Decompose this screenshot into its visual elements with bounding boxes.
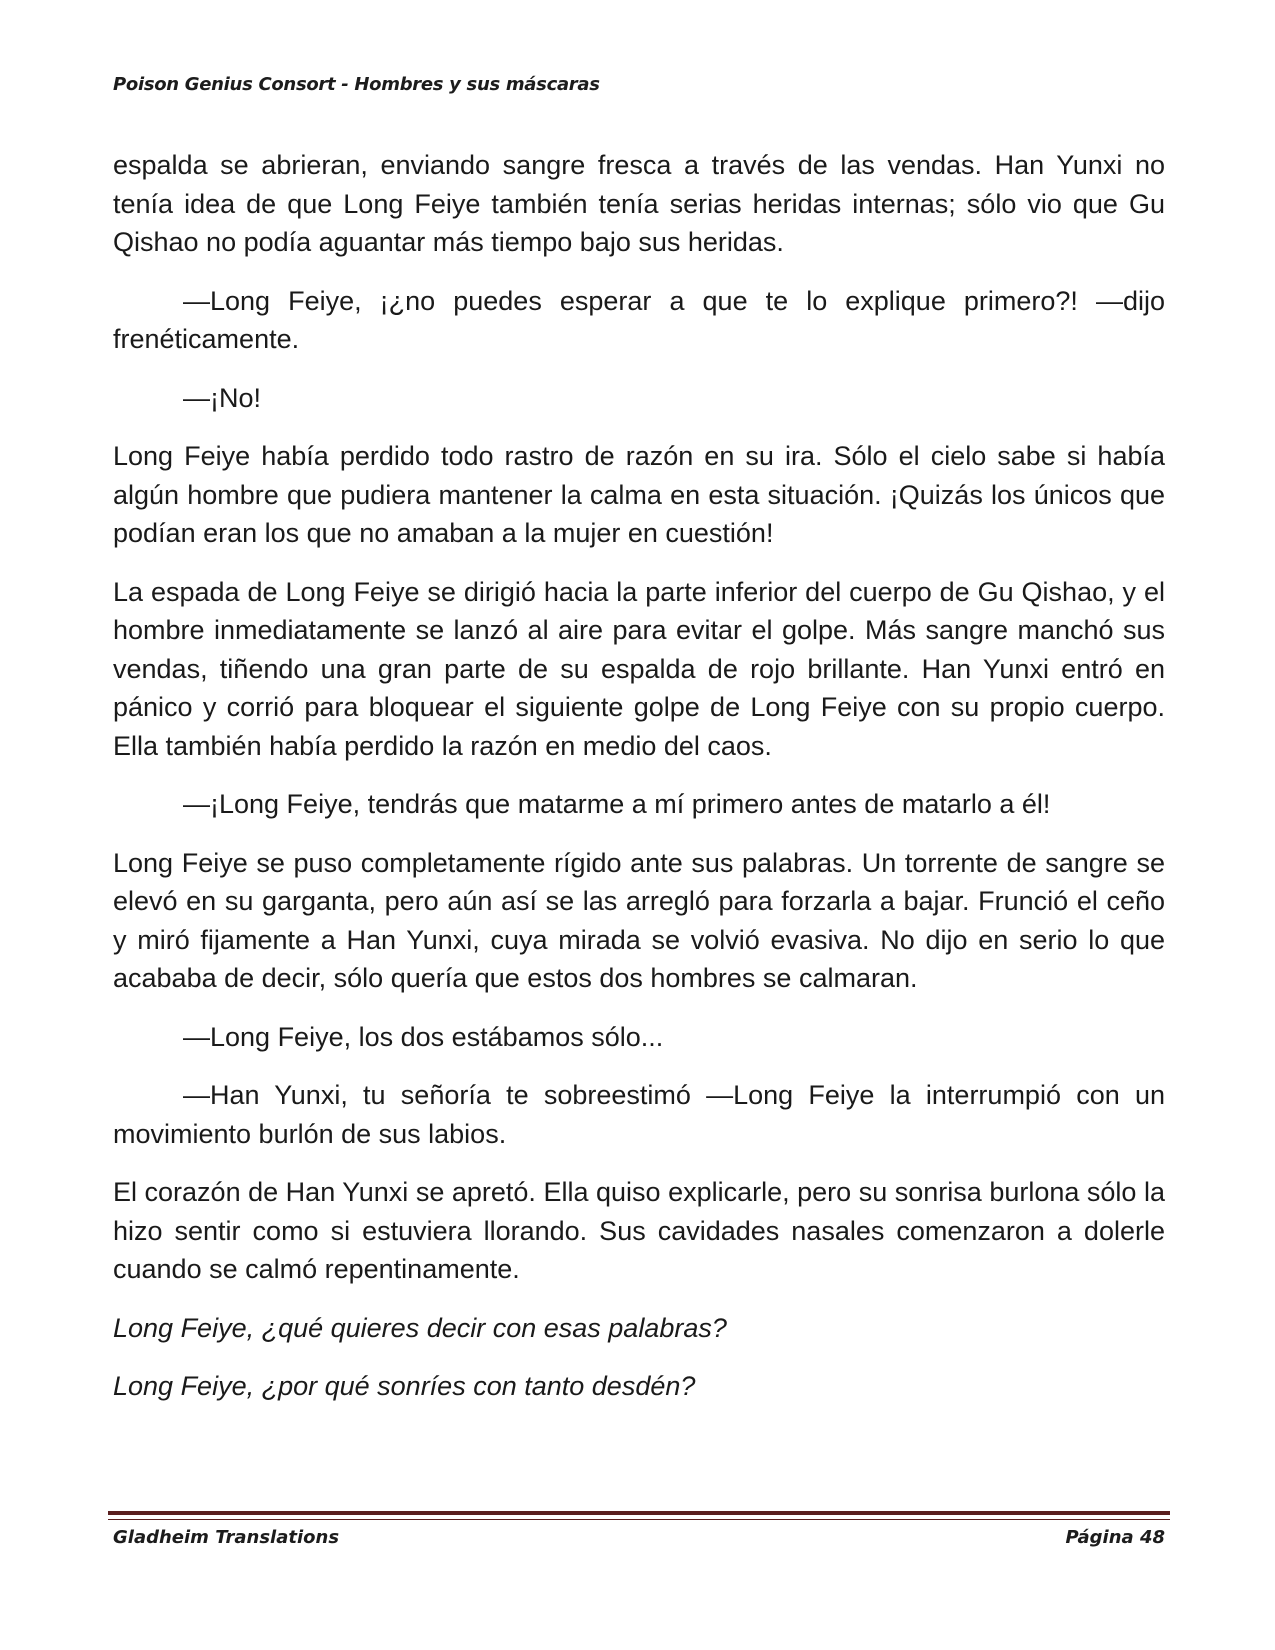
footer-divider-thin: [108, 1519, 1170, 1520]
paragraph: El corazón de Han Yunxi se apretó. Ella quiso explicarle, pero su sonrisa burlona sólo la hizo sentir como si estuviera llorando. Sus cavidades nasales comenzaron a dolerle cuando se calmó repentinamente.: [113, 1177, 1165, 1284]
paragraph: Long Feiye había perdido todo rastro de razón en su ira. Sólo el cielo sabe si había algún hombre que pudiera mantener la calma en esta situación. ¡Quizás los únicos que podían eran los que no amaban a la mujer en cuestión!: [113, 441, 1165, 548]
italic-thought-paragraph: Long Feiye, ¿por qué sonríes con tanto desdén?: [113, 1371, 696, 1401]
footer-publisher: Gladheim Translations: [113, 1527, 340, 1548]
footer-page-number: Página 48: [1065, 1527, 1165, 1548]
dialogue-paragraph: —Han Yunxi, tu señoría te sobreestimó —Long Feiye la interrumpió con un movimiento burlón de sus labios.: [113, 1080, 1165, 1149]
dialogue-paragraph: —Long Feiye, los dos estábamos sólo...: [183, 1021, 664, 1052]
page-header-title: Poison Genius Consort - Hombres y sus máscaras: [113, 74, 600, 95]
dialogue-paragraph: —Long Feiye, ¡¿no puedes esperar a que te lo explique primero?! —dijo frenéticamente.: [113, 285, 1165, 354]
dialogue-paragraph: —¡Long Feiye, tendrás que matarme a mí primero antes de matarlo a él!: [183, 789, 1051, 819]
page-body: [113, 146, 1165, 1426]
footer-divider-thick: [108, 1511, 1170, 1515]
paragraph: La espada de Long Feiye se dirigió hacia la parte inferior del cuerpo de Gu Qishao, y el hombre inmediatamente se lanzó al aire para evitar el golpe. Más sangre manchó sus vendas, tiñendo una gran parte de su espalda de rojo brillante. Han Yunxi entró en pánico y corrió para bloquear el siguiente golpe de Long Feiye con su propio cuerpo. Ella también había perdido la razón en medio del caos.: [113, 576, 1165, 761]
paragraph: espalda se abrieran, enviando sangre fresca a través de las vendas. Han Yunxi no tenía idea de que Long Feiye también tenía serias heridas internas; sólo vio que Gu Qishao no podía aguantar más tiempo bajo sus heridas.: [113, 150, 1165, 257]
paragraph: Long Feiye se puso completamente rígido ante sus palabras. Un torrente de sangre se elevó en su garganta, pero aún así se las arregló para forzarla a bajar. Frunció el ceño y miró fijamente a Han Yunxi, cuya mirada se volvió evasiva. No dijo en serio lo que acababa de decir, sólo quería que estos dos hombres se calmaran.: [113, 847, 1165, 993]
italic-thought-paragraph: Long Feiye, ¿qué quieres decir con esas palabras?: [113, 1312, 727, 1343]
dialogue-paragraph: —¡No!: [183, 382, 262, 413]
